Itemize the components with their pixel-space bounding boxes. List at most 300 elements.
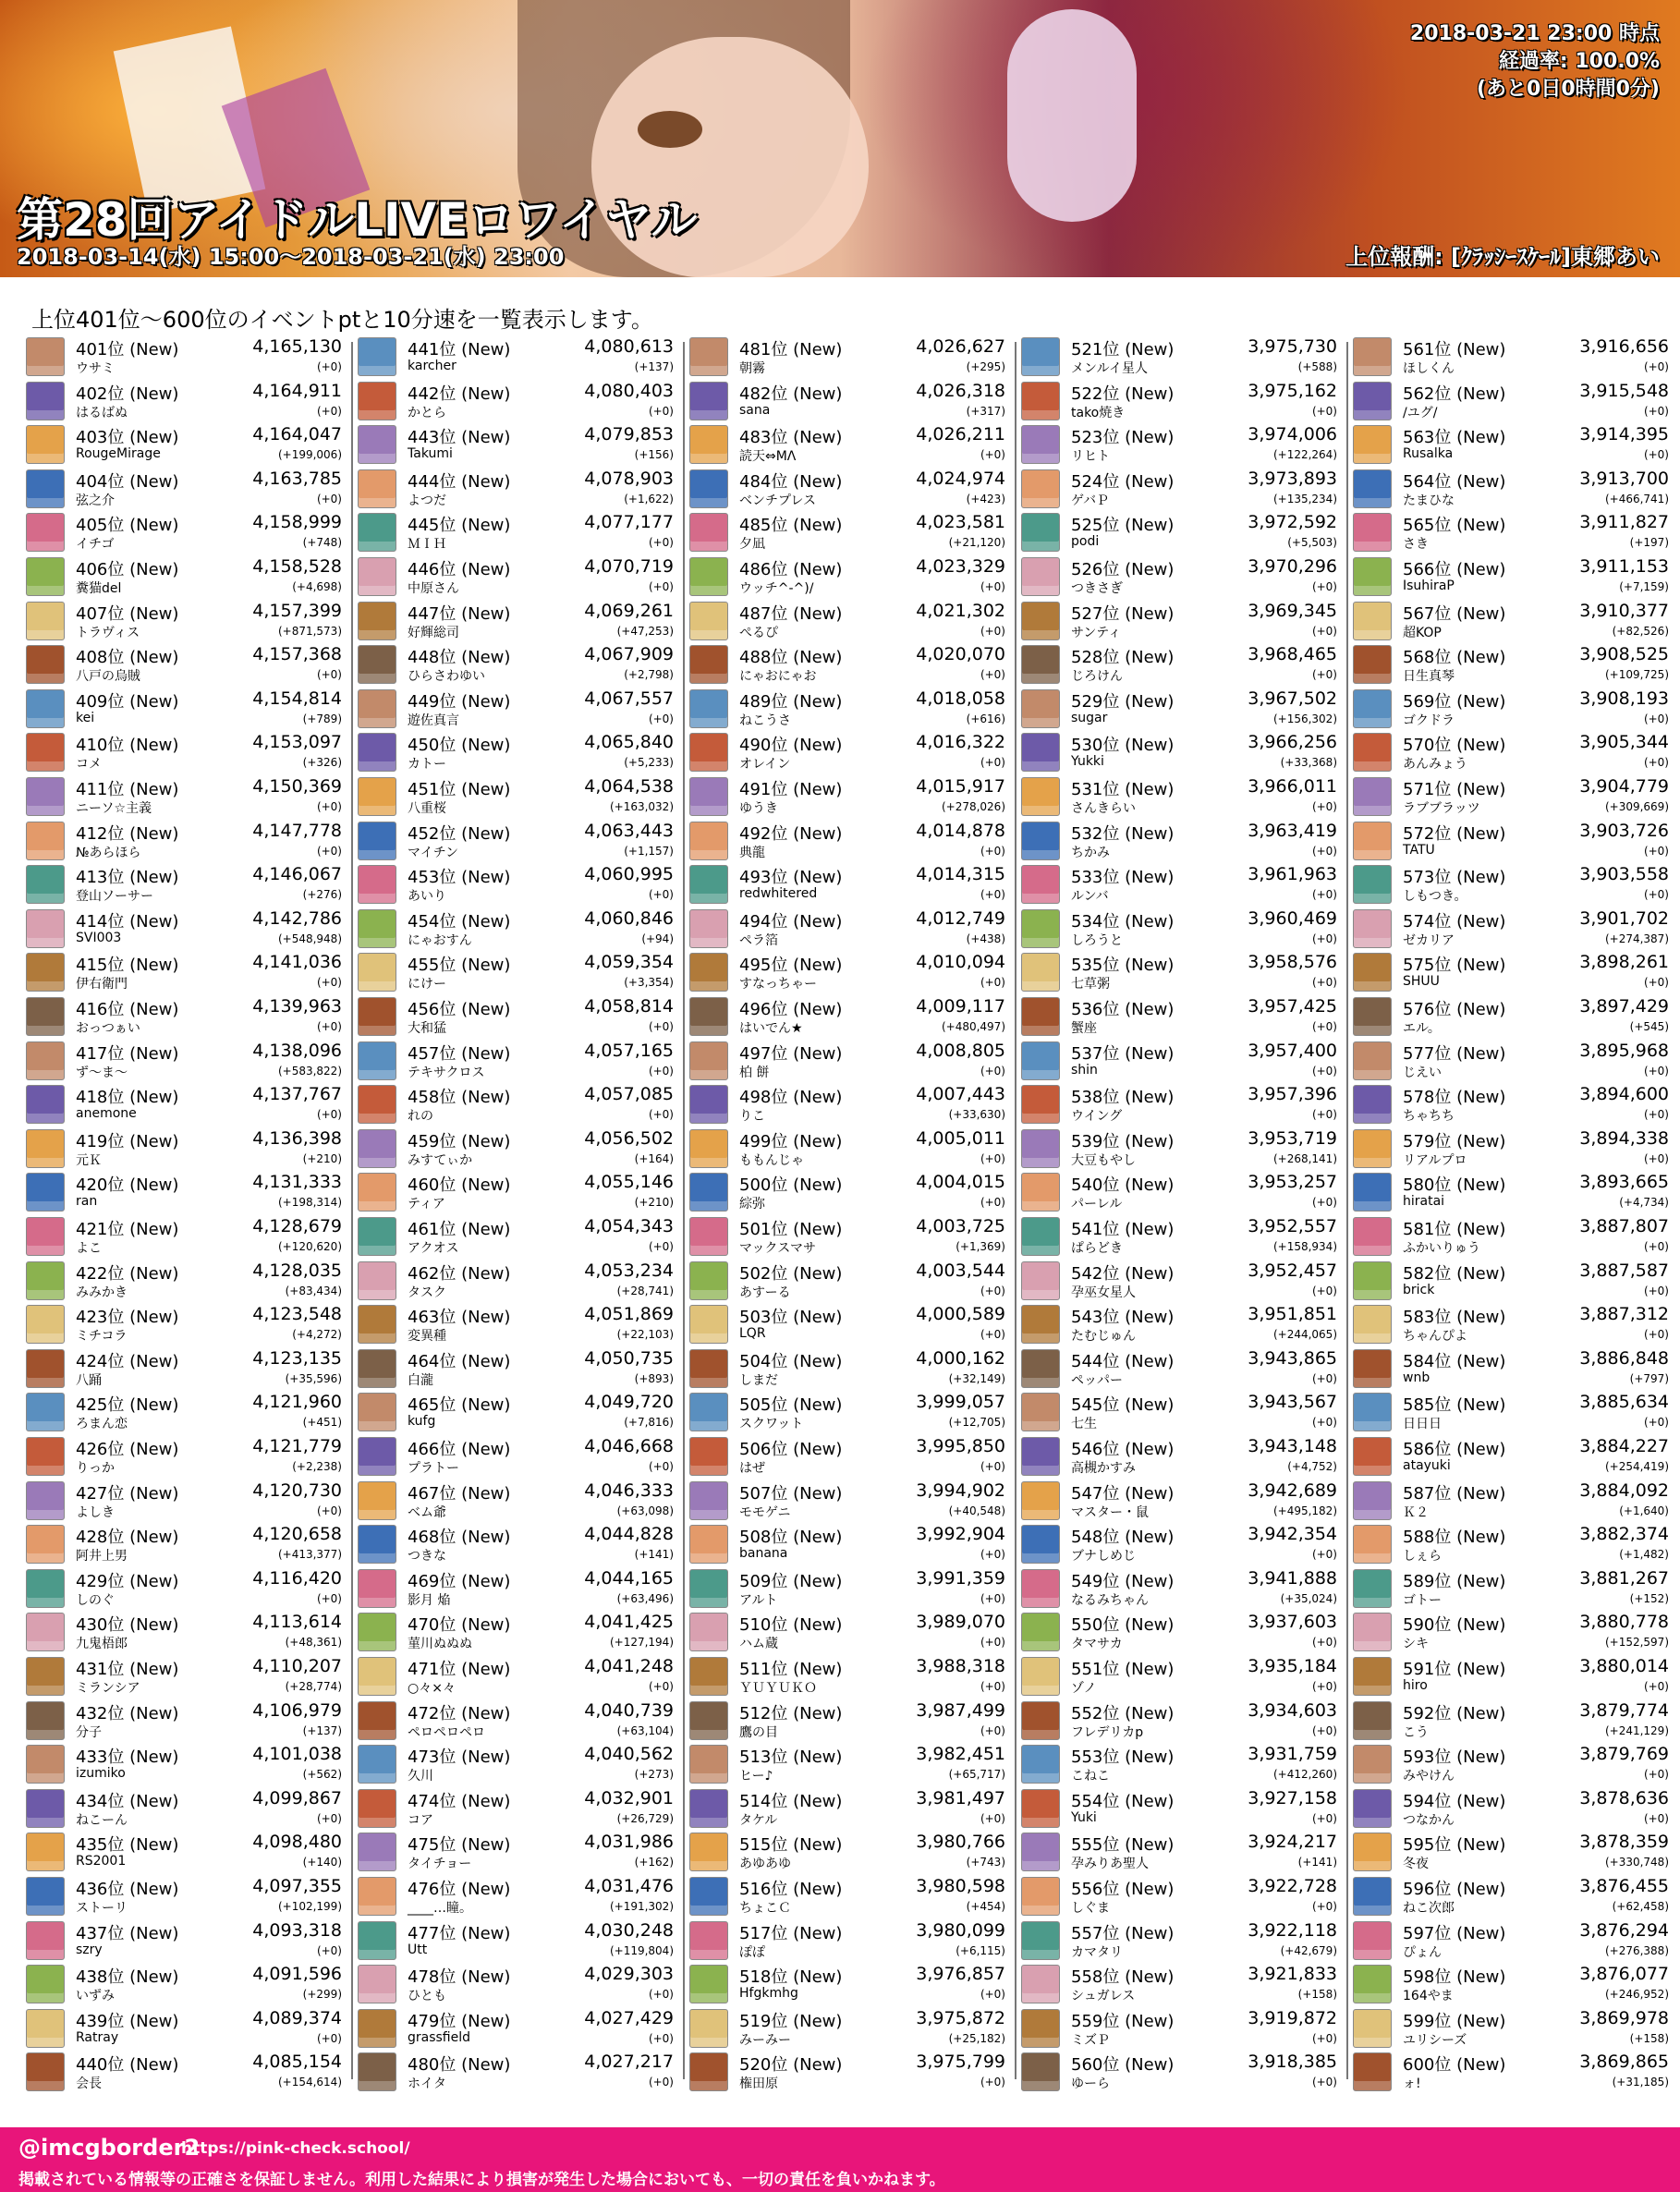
idol-avatar-icon xyxy=(358,602,396,640)
event-points: 3,887,807 xyxy=(1579,1216,1669,1236)
ten-minute-delta: (+83,434) xyxy=(285,1284,342,1297)
event-points: 4,040,739 xyxy=(584,1699,674,1721)
ten-minute-delta: (+0) xyxy=(1643,448,1669,462)
event-points: 4,026,318 xyxy=(916,380,1005,401)
ten-minute-delta: (+0) xyxy=(1311,1064,1337,1078)
event-points: 3,953,719 xyxy=(1248,1127,1337,1149)
ten-minute-delta: (+454) xyxy=(966,1900,1005,1913)
ranking-entry xyxy=(689,1786,1005,1831)
ten-minute-delta: (+0) xyxy=(648,712,674,725)
idol-avatar-icon xyxy=(1021,1613,1060,1651)
ten-minute-delta: (+102,199) xyxy=(277,1900,342,1913)
site-url-link[interactable]: https://pink-check.school/ xyxy=(181,2139,410,2158)
event-points: 3,887,587 xyxy=(1579,1260,1669,1281)
ten-minute-delta: (+0) xyxy=(316,668,342,682)
ten-minute-delta: (+299) xyxy=(302,1988,342,2002)
user-name: 中原さん xyxy=(408,581,459,596)
idol-avatar-icon xyxy=(26,513,65,552)
user-name: kei xyxy=(76,710,95,725)
ranking-entry xyxy=(1021,994,1337,1039)
ranking-entry xyxy=(1021,1786,1337,1831)
column-divider xyxy=(1015,342,1017,2079)
ranking-entry xyxy=(1353,819,1669,863)
ranking-entry xyxy=(26,599,342,643)
intro-text: 上位401位〜600位のイベントptと10分速を一覧表示します。 xyxy=(31,307,653,333)
ten-minute-delta: (+42,679) xyxy=(1280,1943,1337,1957)
ten-minute-delta: (+0) xyxy=(1311,624,1337,638)
user-name: つきさぎ xyxy=(1071,581,1123,596)
ranking-entry xyxy=(1021,1742,1337,1786)
rank-label: 478位 (New) xyxy=(408,1967,511,1988)
user-name: 八戸の烏賊 xyxy=(76,669,140,685)
ten-minute-delta: (+0) xyxy=(316,844,342,858)
ranking-entry xyxy=(1021,1346,1337,1391)
user-name: Hfgkmhg xyxy=(739,1986,798,2002)
ranking-entry xyxy=(358,950,674,994)
ranking-entry xyxy=(358,1522,674,1566)
rank-label: 566位 (New) xyxy=(1403,560,1506,579)
ranking-entry xyxy=(358,510,674,554)
idol-avatar-icon xyxy=(26,337,65,376)
ranking-entry xyxy=(689,1434,1005,1479)
idol-avatar-icon xyxy=(1353,1041,1392,1080)
user-name: ォ! xyxy=(1403,2076,1421,2092)
user-name: 日生真琴 xyxy=(1403,669,1455,685)
ranking-entry xyxy=(689,1390,1005,1434)
idol-avatar-icon xyxy=(1021,733,1060,772)
idol-avatar-icon xyxy=(1021,602,1060,640)
ranking-entry xyxy=(1021,1962,1337,2006)
user-name: 七草粥 xyxy=(1071,977,1110,992)
ten-minute-delta: (+451) xyxy=(302,1416,342,1430)
ranking-entry xyxy=(1021,1390,1337,1434)
ten-minute-delta: (+4,698) xyxy=(292,580,342,593)
rank-label: 561位 (New) xyxy=(1403,340,1506,359)
event-points: 3,880,014 xyxy=(1579,1656,1669,1676)
event-points: 3,876,294 xyxy=(1579,1919,1669,1941)
event-points: 4,046,333 xyxy=(584,1480,674,1501)
rank-label: 469位 (New) xyxy=(408,1571,511,1591)
rank-label: 431位 (New) xyxy=(76,1660,179,1679)
idol-avatar-icon xyxy=(689,997,728,1036)
idol-avatar-icon xyxy=(689,1349,728,1388)
idol-avatar-icon xyxy=(358,1789,396,1828)
ranking-entry xyxy=(26,1390,342,1434)
idol-avatar-icon xyxy=(26,602,65,640)
rank-label: 480位 (New) xyxy=(408,2055,511,2076)
ranking-entry xyxy=(26,1259,342,1303)
ranking-entry xyxy=(1021,1874,1337,1918)
idol-avatar-icon xyxy=(26,469,65,508)
ranking-entry xyxy=(26,422,342,467)
idol-avatar-icon xyxy=(1353,1393,1392,1431)
rank-label: 554位 (New) xyxy=(1071,1791,1175,1811)
rank-label: 507位 (New) xyxy=(739,1483,843,1504)
ten-minute-delta: (+0) xyxy=(1311,2076,1337,2089)
user-name: パーレル xyxy=(1071,1197,1123,1212)
ranking-entry xyxy=(1353,554,1669,599)
idol-avatar-icon xyxy=(1353,1833,1392,1871)
ranking-entry xyxy=(26,1566,342,1611)
user-name: カトー xyxy=(408,757,446,773)
user-name: オレイン xyxy=(739,757,791,773)
user-name: 分子 xyxy=(76,1724,102,1740)
event-points: 4,026,627 xyxy=(916,336,1005,357)
ten-minute-delta: (+0) xyxy=(1643,756,1669,770)
user-name: ○々×々 xyxy=(408,1681,456,1696)
idol-avatar-icon xyxy=(1353,2052,1392,2091)
idol-avatar-icon xyxy=(358,337,396,376)
ranking-entry xyxy=(689,907,1005,951)
ten-minute-delta: (+0) xyxy=(1643,844,1669,858)
ten-minute-delta: (+466,741) xyxy=(1604,492,1669,505)
user-name: トラヴィス xyxy=(76,625,140,640)
ten-minute-delta: (+326) xyxy=(302,756,342,770)
rank-label: 569位 (New) xyxy=(1403,691,1506,712)
rank-label: 503位 (New) xyxy=(739,1308,843,1328)
user-name: ____…瞳。 xyxy=(408,1901,472,1916)
rank-label: 463位 (New) xyxy=(408,1308,511,1328)
event-points: 4,014,315 xyxy=(916,864,1005,885)
ten-minute-delta: (+25,182) xyxy=(948,2031,1005,2045)
idol-avatar-icon xyxy=(358,1481,396,1520)
ten-minute-delta: (+0) xyxy=(980,1636,1005,1650)
idol-avatar-icon xyxy=(689,1393,728,1431)
ten-minute-delta: (+0) xyxy=(648,536,674,550)
rank-label: 472位 (New) xyxy=(408,1703,511,1723)
rank-label: 415位 (New) xyxy=(76,956,179,976)
user-name: podi xyxy=(1071,534,1100,550)
ten-minute-delta: (+413,377) xyxy=(277,1548,342,1562)
idol-avatar-icon xyxy=(26,1569,65,1608)
user-name: ちゃちち xyxy=(1403,1109,1455,1125)
event-points: 4,120,730 xyxy=(252,1480,342,1501)
user-name: みやけん xyxy=(1403,1769,1455,1784)
rank-label: 491位 (New) xyxy=(739,780,843,799)
idol-avatar-icon xyxy=(358,1701,396,1740)
idol-avatar-icon xyxy=(358,1657,396,1696)
ten-minute-delta: (+0) xyxy=(1643,360,1669,373)
event-points: 4,008,805 xyxy=(916,1040,1005,1061)
idol-avatar-icon xyxy=(1353,337,1392,376)
event-points: 4,085,154 xyxy=(252,2052,342,2073)
rank-label: 525位 (New) xyxy=(1071,516,1175,536)
event-points: 4,054,343 xyxy=(584,1216,674,1236)
ten-minute-delta: (+317) xyxy=(966,404,1005,418)
event-points: 4,014,878 xyxy=(916,820,1005,841)
ranking-entry xyxy=(689,1918,1005,1963)
event-points: 4,093,318 xyxy=(252,1919,342,1941)
ten-minute-delta: (+35,596) xyxy=(285,1371,342,1385)
ten-minute-delta: (+276) xyxy=(302,888,342,902)
idol-avatar-icon xyxy=(1021,2009,1060,2048)
ten-minute-delta: (+0) xyxy=(316,360,342,373)
ranking-entry xyxy=(358,2050,674,2094)
user-name: よつだ xyxy=(408,493,446,508)
ranking-entry xyxy=(1021,1082,1337,1126)
ranking-entry xyxy=(1353,1259,1669,1303)
event-points: 4,157,399 xyxy=(252,600,342,621)
user-name: 影月 焔 xyxy=(408,1592,451,1608)
user-name: ペッパー xyxy=(1071,1372,1123,1388)
idol-avatar-icon xyxy=(1353,1173,1392,1212)
idol-avatar-icon xyxy=(1021,689,1060,728)
idol-avatar-icon xyxy=(26,1613,65,1651)
rank-label: 452位 (New) xyxy=(408,823,511,844)
rank-label: 474位 (New) xyxy=(408,1791,511,1811)
idol-avatar-icon xyxy=(1021,1261,1060,1300)
ranking-entry xyxy=(26,1126,342,1171)
rank-label: 520位 (New) xyxy=(739,2055,843,2076)
ten-minute-delta: (+0) xyxy=(1643,1416,1669,1430)
ranking-entry xyxy=(26,862,342,907)
idol-avatar-icon xyxy=(1021,1657,1060,1696)
event-points: 4,147,778 xyxy=(252,820,342,841)
rank-label: 588位 (New) xyxy=(1403,1528,1506,1548)
ten-minute-delta: (+0) xyxy=(1311,1723,1337,1737)
ranking-entry xyxy=(26,950,342,994)
rank-label: 597位 (New) xyxy=(1403,1923,1506,1943)
event-points: 3,963,419 xyxy=(1248,820,1337,841)
user-name: カマタリ xyxy=(1071,1944,1123,1960)
user-name: ハム蔵 xyxy=(739,1637,778,1652)
rank-label: 544位 (New) xyxy=(1071,1351,1175,1371)
idol-avatar-icon xyxy=(1021,1525,1060,1564)
rank-label: 473位 (New) xyxy=(408,1748,511,1768)
ten-minute-delta: (+63,098) xyxy=(616,1504,674,1517)
event-points: 3,897,429 xyxy=(1579,996,1669,1017)
user-name: ねこうさ xyxy=(739,712,791,728)
user-name: szry xyxy=(76,1942,103,1957)
ranking-entry xyxy=(1021,1699,1337,1743)
rank-label: 411位 (New) xyxy=(76,780,179,799)
idol-avatar-icon xyxy=(358,1217,396,1256)
idol-avatar-icon xyxy=(1353,425,1392,464)
rank-label: 596位 (New) xyxy=(1403,1880,1506,1899)
ten-minute-delta: (+0) xyxy=(980,1064,1005,1078)
rank-label: 516位 (New) xyxy=(739,1880,843,1899)
event-points: 4,139,963 xyxy=(252,996,342,1017)
ten-minute-delta: (+0) xyxy=(1643,1151,1669,1165)
user-name: 日日日 xyxy=(1403,1417,1442,1432)
rank-label: 403位 (New) xyxy=(76,428,179,448)
ten-minute-delta: (+0) xyxy=(316,1504,342,1517)
event-points: 3,878,359 xyxy=(1579,1832,1669,1853)
ranking-entry xyxy=(26,1654,342,1699)
twitter-handle-link[interactable]: @imcgborder2 xyxy=(18,2135,201,2161)
rank-label: 414位 (New) xyxy=(76,911,179,932)
ranking-entry xyxy=(1353,1742,1669,1786)
idol-avatar-icon xyxy=(26,1437,65,1476)
ranking-entry xyxy=(1353,1610,1669,1654)
idol-avatar-icon xyxy=(26,1525,65,1564)
idol-avatar-icon xyxy=(358,1965,396,2003)
idol-avatar-icon xyxy=(689,822,728,860)
rank-label: 423位 (New) xyxy=(76,1308,179,1328)
user-name: ベンチプレス xyxy=(739,493,817,508)
ten-minute-delta: (+748) xyxy=(302,536,342,550)
event-points: 3,952,457 xyxy=(1248,1260,1337,1281)
ten-minute-delta: (+0) xyxy=(980,1811,1005,1825)
ranking-entry xyxy=(1021,422,1337,467)
user-name: こう xyxy=(1403,1724,1429,1740)
ranking-entry xyxy=(358,687,674,731)
idol-avatar-icon xyxy=(1021,1921,1060,1960)
ten-minute-delta: (+0) xyxy=(1311,1108,1337,1122)
idol-avatar-icon xyxy=(26,1261,65,1300)
user-name: tako焼き xyxy=(1071,405,1126,420)
ten-minute-delta: (+12,705) xyxy=(948,1416,1005,1430)
rank-label: 549位 (New) xyxy=(1071,1571,1175,1591)
user-name: しぐま xyxy=(1071,1901,1110,1916)
ranking-entry xyxy=(689,1346,1005,1391)
ranking-entry xyxy=(1021,1126,1337,1171)
user-name: Rusalka xyxy=(1403,446,1454,462)
ten-minute-delta: (+156,302) xyxy=(1272,712,1337,725)
ranking-entry xyxy=(1353,1962,1669,2006)
ranking-entry xyxy=(26,1610,342,1654)
ranking-entry xyxy=(689,379,1005,423)
rank-label: 509位 (New) xyxy=(739,1571,843,1591)
rank-label: 494位 (New) xyxy=(739,911,843,932)
user-name: あすーる xyxy=(739,1285,791,1300)
user-name: アルト xyxy=(739,1592,778,1608)
idol-avatar-icon xyxy=(689,909,728,948)
ranking-entry xyxy=(1353,1346,1669,1391)
user-name: 蟹座 xyxy=(1071,1021,1097,1036)
ten-minute-delta: (+0) xyxy=(1311,1811,1337,1825)
idol-avatar-icon xyxy=(358,1921,396,1960)
idol-avatar-icon xyxy=(358,1613,396,1651)
ten-minute-delta: (+0) xyxy=(648,404,674,418)
user-name: 超KOP xyxy=(1403,625,1442,640)
ranking-entry xyxy=(26,1214,342,1259)
rank-label: 455位 (New) xyxy=(408,956,511,976)
user-name: ろまん恋 xyxy=(76,1417,128,1432)
ranking-entry xyxy=(358,1259,674,1303)
event-points: 3,878,636 xyxy=(1579,1787,1669,1808)
ranking-entry xyxy=(26,2050,342,2094)
user-name: たまひな xyxy=(1403,493,1455,508)
user-name: 好輝総司 xyxy=(408,625,459,640)
idol-avatar-icon xyxy=(26,1129,65,1168)
idol-avatar-icon xyxy=(26,1745,65,1784)
idol-avatar-icon xyxy=(689,1173,728,1212)
column-divider xyxy=(683,342,685,2079)
event-points: 4,032,901 xyxy=(584,1787,674,1808)
rank-label: 427位 (New) xyxy=(76,1483,179,1504)
ranking-entry xyxy=(1353,1039,1669,1083)
user-name: ゆうき xyxy=(739,801,778,816)
user-name: ゴクドラ xyxy=(1403,712,1455,728)
rank-label: 445位 (New) xyxy=(408,516,511,536)
idol-avatar-icon xyxy=(689,469,728,508)
user-name: かとら xyxy=(408,405,446,420)
ten-minute-delta: (+743) xyxy=(966,1856,1005,1869)
ten-minute-delta: (+0) xyxy=(1643,712,1669,725)
user-name: あゆあゆ xyxy=(739,1857,791,1872)
ten-minute-delta: (+797) xyxy=(1629,1371,1669,1385)
event-points: 4,051,869 xyxy=(584,1304,674,1325)
idol-avatar-icon xyxy=(689,513,728,552)
event-points: 3,973,893 xyxy=(1248,468,1337,489)
ranking-grid xyxy=(26,335,1669,2092)
idol-avatar-icon xyxy=(1353,1129,1392,1168)
rank-label: 497位 (New) xyxy=(739,1043,843,1064)
user-name: はるばぬ xyxy=(76,405,128,420)
idol-avatar-icon xyxy=(1021,469,1060,508)
user-name: 孕巫女星人 xyxy=(1071,1285,1136,1300)
ranking-entry xyxy=(1353,335,1669,379)
ten-minute-delta: (+65,717) xyxy=(948,1768,1005,1782)
ten-minute-delta: (+4,734) xyxy=(1619,1196,1669,1210)
ten-minute-delta: (+0) xyxy=(980,888,1005,902)
user-name: タスク xyxy=(408,1285,446,1300)
rank-label: 471位 (New) xyxy=(408,1660,511,1679)
idol-avatar-icon xyxy=(1353,1745,1392,1784)
event-points: 3,869,978 xyxy=(1579,2007,1669,2028)
ranking-entry xyxy=(1021,554,1337,599)
rank-label: 558位 (New) xyxy=(1071,1967,1175,1988)
user-name: Ratray xyxy=(76,2029,119,2045)
rank-label: 495位 (New) xyxy=(739,956,843,976)
ten-minute-delta: (+141) xyxy=(1297,1856,1337,1869)
event-points: 4,098,480 xyxy=(252,1832,342,1853)
user-name: マスター・鼠 xyxy=(1071,1504,1149,1520)
user-name: 典龍 xyxy=(739,845,765,860)
user-name: モモゲニ xyxy=(739,1504,791,1520)
user-name: 七生 xyxy=(1071,1417,1097,1432)
ranking-entry xyxy=(358,1830,674,1874)
rank-label: 451位 (New) xyxy=(408,780,511,799)
user-name: 登山ソーサー xyxy=(76,889,153,905)
event-points: 3,966,011 xyxy=(1248,776,1337,797)
rank-label: 407位 (New) xyxy=(76,603,179,624)
ranking-entry xyxy=(1021,642,1337,687)
idol-avatar-icon xyxy=(689,557,728,596)
ranking-entry xyxy=(358,2006,674,2051)
ranking-entry xyxy=(1353,1126,1669,1171)
rank-label: 428位 (New) xyxy=(76,1528,179,1548)
user-name: 会長 xyxy=(76,2076,102,2092)
user-name: 孕みりあ聖人 xyxy=(1071,1857,1149,1872)
ranking-entry xyxy=(1021,1654,1337,1699)
idol-avatar-icon xyxy=(1353,1437,1392,1476)
ten-minute-delta: (+198,314) xyxy=(277,1196,342,1210)
idol-avatar-icon xyxy=(26,382,65,420)
ranking-entry xyxy=(1021,1479,1337,1523)
idol-avatar-icon xyxy=(1353,1569,1392,1608)
user-name: kufg xyxy=(408,1414,436,1430)
event-period: 2018-03-14(水) 15:00〜2018-03-21(水) 23:00 xyxy=(17,244,565,270)
idol-avatar-icon xyxy=(689,337,728,376)
idol-avatar-icon xyxy=(1353,997,1392,1036)
ten-minute-delta: (+137) xyxy=(302,1723,342,1737)
ten-minute-delta: (+48,361) xyxy=(285,1636,342,1650)
event-points: 3,991,359 xyxy=(916,1567,1005,1589)
user-name: ぱらどき xyxy=(1071,1241,1123,1256)
idol-avatar-icon xyxy=(689,777,728,816)
event-points: 4,031,476 xyxy=(584,1876,674,1896)
idol-avatar-icon xyxy=(1353,1525,1392,1564)
event-points: 4,121,779 xyxy=(252,1436,342,1456)
event-points: 4,121,960 xyxy=(252,1392,342,1413)
footer-bar xyxy=(0,2127,1680,2192)
ten-minute-delta: (+562) xyxy=(302,1768,342,1782)
user-name: ティア xyxy=(408,1197,445,1212)
idol-avatar-icon xyxy=(358,953,396,992)
idol-avatar-icon xyxy=(26,1877,65,1916)
